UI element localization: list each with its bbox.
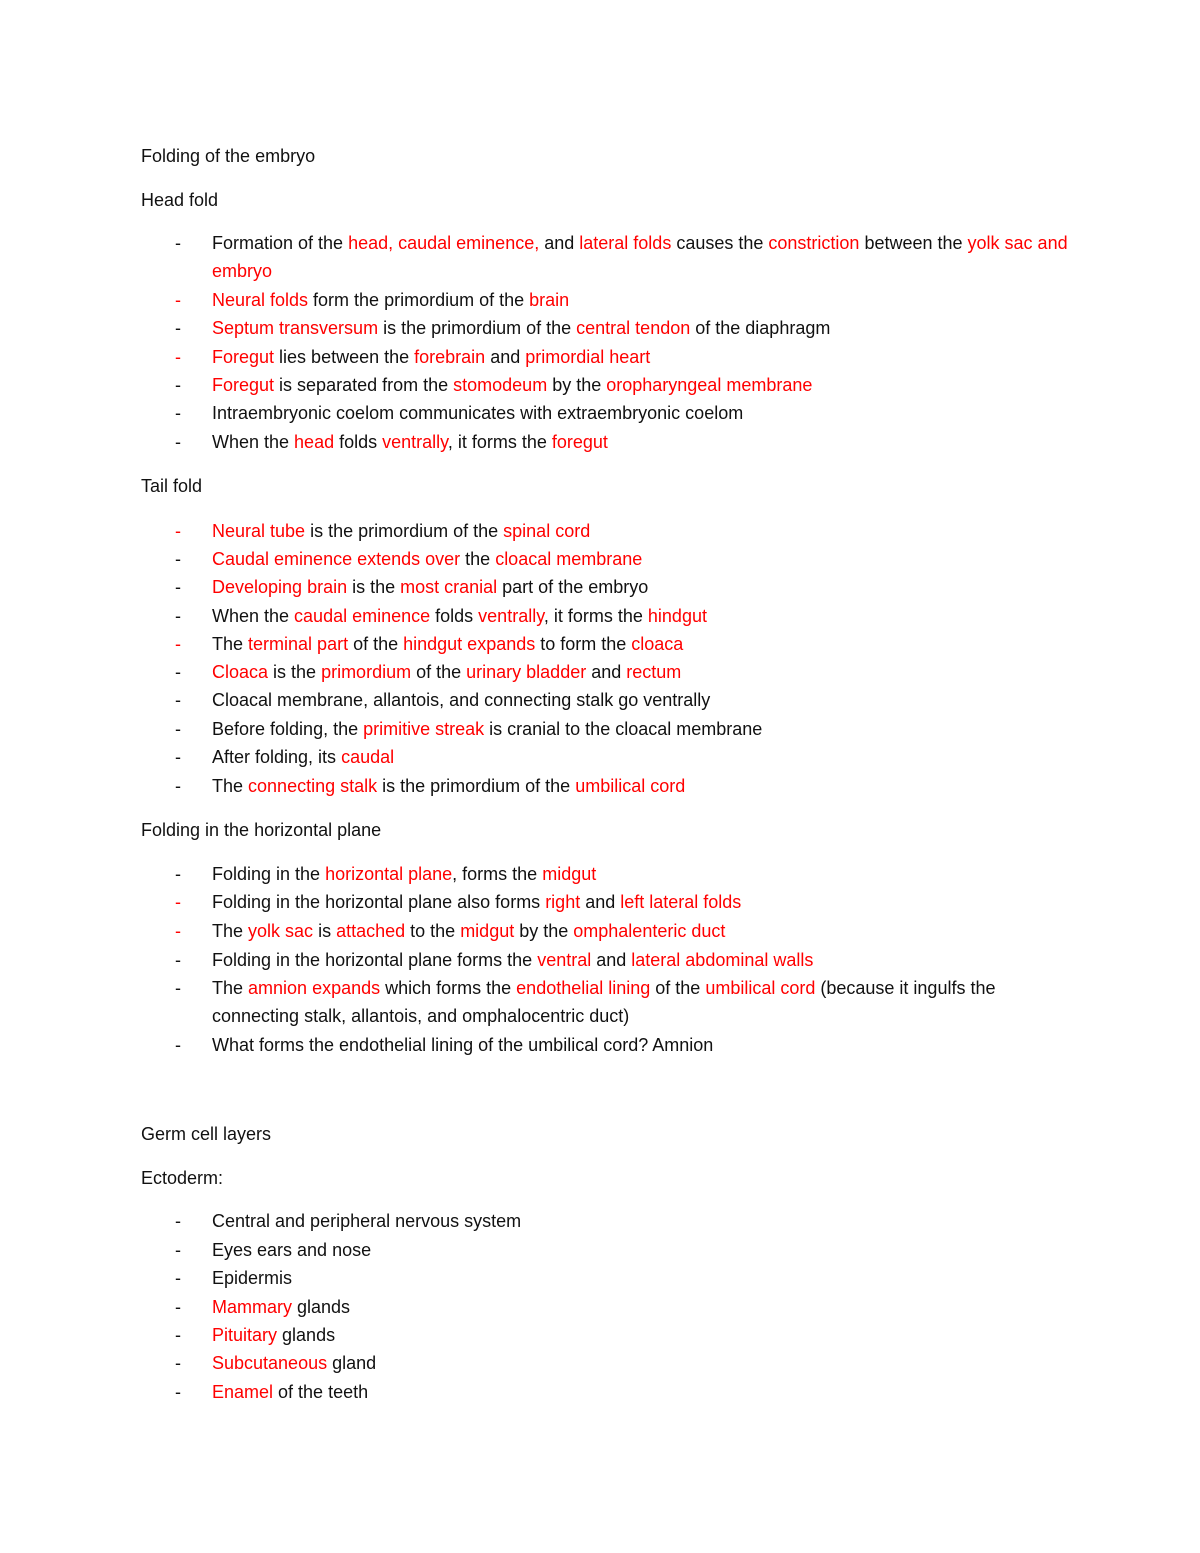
list-item-text [212, 602, 1072, 630]
text-segment: , it forms the [543, 606, 648, 626]
text-segment: , forms the [452, 864, 543, 884]
highlighted-term: stomodeum [453, 375, 548, 395]
section-heading-ectoderm: Ectoderm: [141, 1168, 224, 1188]
highlighted-term: Developing brain [212, 577, 348, 597]
bullet-dash: - [175, 921, 181, 941]
highlighted-term: lateral folds [579, 233, 672, 253]
bullet-dash: - [175, 606, 181, 626]
list-item-text [212, 343, 1072, 371]
text-segment: is cranial to the cloacal membrane [484, 719, 763, 739]
list-item-text [212, 974, 1072, 1031]
text-segment: What forms the endothelial lining of the umbilical cord? Amnion [212, 1035, 714, 1055]
highlighted-term: yolk sac and embryo [212, 233, 1068, 282]
highlighted-term: Mammary [212, 1297, 292, 1317]
highlighted-term: caudal [341, 747, 395, 767]
list-item-text [212, 1349, 1072, 1377]
text-segment: Eyes ears and nose [212, 1240, 372, 1260]
text-segment: of the teeth [273, 1382, 369, 1402]
list-item-text [212, 946, 1072, 974]
list-item-text [212, 371, 1072, 399]
text-segment: the [460, 549, 496, 569]
list-item-text [212, 917, 1072, 945]
text-segment: The [212, 634, 249, 654]
highlighted-term: Caudal eminence extends over [212, 549, 461, 569]
bullet-dash: - [175, 1035, 181, 1055]
list-item-text [212, 229, 1072, 286]
text-segment: between the [859, 233, 968, 253]
text-segment: Intraembryonic coelom communicates with extraembryonic coelom [212, 403, 744, 423]
bullet-dash: - [175, 233, 181, 253]
highlighted-term: umbilical cord [575, 776, 686, 796]
bullet-dash: - [175, 577, 181, 597]
highlighted-term: primordium [321, 662, 412, 682]
highlighted-term: omphalenteric duct [573, 921, 726, 941]
bullet-dash: - [175, 1211, 181, 1231]
text-segment: and [485, 347, 526, 367]
text-segment: glands [292, 1297, 351, 1317]
highlighted-term: endothelial lining [516, 978, 651, 998]
text-segment: of the [348, 634, 404, 654]
list-item-text [212, 772, 1072, 800]
text-segment: is [313, 921, 337, 941]
list-item-text [212, 1293, 1072, 1321]
text-segment: by the [547, 375, 607, 395]
highlighted-term: cloaca [631, 634, 684, 654]
highlighted-term: left lateral folds [620, 892, 742, 912]
highlighted-term: attached [336, 921, 406, 941]
text-segment: part of the embryo [497, 577, 649, 597]
list-item-text [212, 630, 1072, 658]
bullet-dash: - [175, 347, 181, 367]
list-item-text [212, 545, 1072, 573]
highlighted-term: Subcutaneous [212, 1353, 328, 1373]
highlighted-term: midgut [460, 921, 515, 941]
highlighted-term: caudal eminence [294, 606, 431, 626]
list-item-text [212, 286, 1072, 314]
text-segment: The [212, 978, 249, 998]
section-heading-germ-cell-layers: Germ cell layers [141, 1124, 272, 1144]
text-segment: and [580, 892, 621, 912]
highlighted-term: horizontal plane [325, 864, 453, 884]
bullet-dash: - [175, 747, 181, 767]
highlighted-term: Foregut [212, 375, 275, 395]
bullet-dash: - [175, 719, 181, 739]
text-segment: Central and peripheral nervous system [212, 1211, 522, 1231]
list-item-text [212, 888, 1072, 916]
section-heading-head-fold: Head fold [141, 190, 219, 210]
bullet-dash: - [175, 521, 181, 541]
text-segment: glands [277, 1325, 336, 1345]
list-item-text [212, 1207, 1072, 1235]
list-item-text [212, 314, 1072, 342]
highlighted-term: brain [529, 290, 570, 310]
highlighted-term: Neural folds [212, 290, 309, 310]
list-item-text [212, 686, 1072, 714]
text-segment: After folding, its [212, 747, 342, 767]
highlighted-term: foregut [551, 432, 608, 452]
highlighted-term: constriction [768, 233, 860, 253]
highlighted-term: amnion expands [248, 978, 381, 998]
highlighted-term: primordial heart [525, 347, 651, 367]
highlighted-term: yolk sac [248, 921, 314, 941]
text-segment: The [212, 921, 249, 941]
highlighted-term: ventrally [478, 606, 544, 626]
list-item-text [212, 1031, 1072, 1059]
highlighted-term: terminal part [248, 634, 349, 654]
bullet-dash: - [175, 1325, 181, 1345]
highlighted-term: forebrain [414, 347, 486, 367]
list-item-text [212, 1264, 1072, 1292]
list-item-text [212, 658, 1072, 686]
highlighted-term: spinal cord [503, 521, 591, 541]
list-item-text [212, 743, 1072, 771]
highlighted-term: head [294, 432, 335, 452]
text-segment: Folding in the horizontal plane forms the [212, 950, 538, 970]
highlighted-term: hindgut expands [403, 634, 536, 654]
document-title: Folding of the embryo [141, 146, 316, 166]
text-segment: gland [327, 1353, 377, 1373]
list-item-text [212, 517, 1072, 545]
highlighted-term: rectum [626, 662, 682, 682]
text-segment: is the primordium of the [305, 521, 504, 541]
text-segment: form the primordium of the [308, 290, 530, 310]
list-item-text [212, 1236, 1072, 1264]
highlighted-term: ventrally [382, 432, 448, 452]
section-heading-tail-fold: Tail fold [141, 476, 203, 496]
highlighted-term: midgut [542, 864, 597, 884]
text-segment: When the [212, 606, 295, 626]
text-segment: of the [650, 978, 706, 998]
text-segment: folds [430, 606, 479, 626]
text-segment: Formation of the [212, 233, 349, 253]
text-segment: Before folding, the [212, 719, 364, 739]
bullet-dash: - [175, 318, 181, 338]
text-segment: and [539, 233, 580, 253]
text-segment: Cloacal membrane, allantois, and connecting stalk go ventrally [212, 690, 711, 710]
text-segment: The [212, 776, 249, 796]
text-segment: of the diaphragm [690, 318, 831, 338]
bullet-dash: - [175, 950, 181, 970]
text-segment: is the primordium of the [377, 776, 576, 796]
bullet-dash: - [175, 549, 181, 569]
text-segment: which forms the [380, 978, 517, 998]
bullet-dash: - [175, 662, 181, 682]
section-heading-horizontal-plane: Folding in the horizontal plane [141, 820, 382, 840]
text-segment: lies between the [274, 347, 415, 367]
highlighted-term: Septum transversum [212, 318, 379, 338]
bullet-dash: - [175, 690, 181, 710]
bullet-dash: - [175, 403, 181, 423]
text-segment: to form the [535, 634, 632, 654]
text-segment: (because it ingulfs the connecting stalk, allantois, and omphalocentric duct) [212, 978, 996, 1027]
bullet-dash: - [175, 864, 181, 884]
bullet-dash: - [175, 1240, 181, 1260]
text-segment: , it forms the [447, 432, 552, 452]
highlighted-term: lateral abdominal walls [631, 950, 814, 970]
text-segment: causes the [671, 233, 769, 253]
highlighted-term: cloacal membrane [495, 549, 643, 569]
text-segment: folds [334, 432, 383, 452]
highlighted-term: Enamel [212, 1382, 274, 1402]
highlighted-term: most cranial [400, 577, 498, 597]
text-segment: Epidermis [212, 1268, 293, 1288]
bullet-dash: - [175, 290, 181, 310]
bullet-dash: - [175, 892, 181, 912]
bullet-dash: - [175, 1297, 181, 1317]
highlighted-term: ventral [537, 950, 592, 970]
text-segment: by the [514, 921, 574, 941]
bullet-dash: - [175, 432, 181, 452]
bullet-dash: - [175, 978, 181, 998]
text-segment: of the [411, 662, 467, 682]
bullet-dash: - [175, 776, 181, 796]
list-item-text [212, 860, 1072, 888]
highlighted-term: hindgut [647, 606, 707, 626]
highlighted-term: umbilical cord [705, 978, 816, 998]
highlighted-term: central tendon [576, 318, 691, 338]
list-item-text [212, 573, 1072, 601]
text-segment: is separated from the [274, 375, 454, 395]
text-segment: to the [405, 921, 461, 941]
list-item-text [212, 1321, 1072, 1349]
text-segment: is the primordium of the [378, 318, 577, 338]
text-segment: and [591, 950, 632, 970]
text-segment: is the [347, 577, 401, 597]
highlighted-term: oropharyngeal membrane [606, 375, 813, 395]
text-segment: is the [268, 662, 322, 682]
highlighted-term: Cloaca [212, 662, 269, 682]
list-item-text [212, 428, 1072, 456]
bullet-dash: - [175, 375, 181, 395]
highlighted-term: head, caudal eminence, [348, 233, 540, 253]
highlighted-term: right [545, 892, 581, 912]
text-segment: Folding in the horizontal plane also forms [212, 892, 546, 912]
text-segment: When the [212, 432, 295, 452]
list-item-text [212, 715, 1072, 743]
bullet-dash: - [175, 1382, 181, 1402]
bullet-dash: - [175, 634, 181, 654]
list-item-text [212, 1378, 1072, 1406]
highlighted-term: primitive streak [363, 719, 485, 739]
bullet-dash: - [175, 1268, 181, 1288]
highlighted-term: Pituitary [212, 1325, 278, 1345]
bullet-dash: - [175, 1353, 181, 1373]
highlighted-term: Foregut [212, 347, 275, 367]
highlighted-term: Neural tube [212, 521, 306, 541]
text-segment: Folding in the [212, 864, 326, 884]
highlighted-term: connecting stalk [248, 776, 378, 796]
text-segment: and [586, 662, 627, 682]
list-item-text [212, 399, 1072, 427]
highlighted-term: urinary bladder [466, 662, 587, 682]
